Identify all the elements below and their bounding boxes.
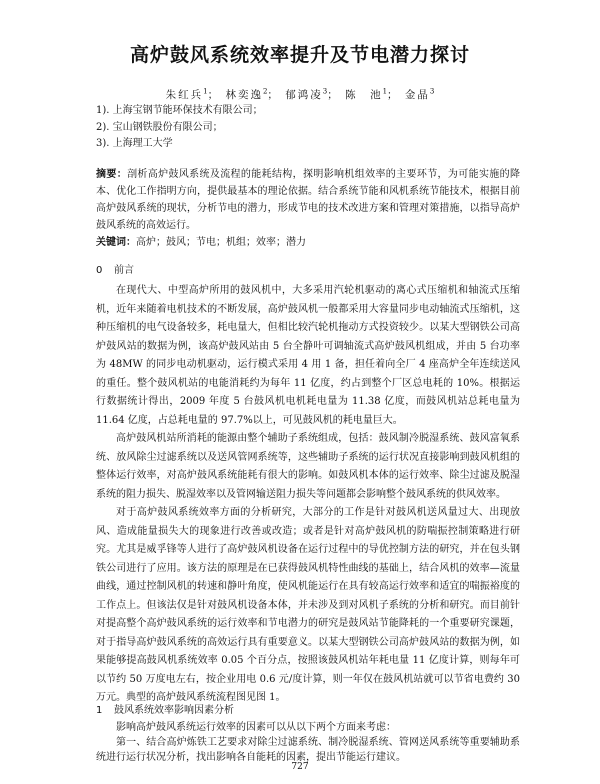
affiliation: 2). 宝山钢铁股份有限公司； [96,122,223,133]
author-name: 朱红兵 [165,89,204,101]
paragraph: 在现代大、中型高炉所用的鼓风机中，大多采用汽轮机驱动的离心式压缩机和轴流式压缩机，近年来随着电机技术的不断发展，高炉鼓风机一般都采用大容量同步电动轴流式压缩机，这种压缩机的电气设备较多，耗电量大，但相比较汽轮机拖动方式投资较少。以某大型钢铁公司高炉鼓风站的数据为例，该高炉鼓风站由 5 台全静叶可调轴流式高炉鼓风机组成，并由 5 台功率为 48MW 的同步电动机驱动，运行模式采用 4 用 1 备，担任着向全厂 4 座高炉全年连续送风的重任。整个鼓风机站的电能消耗约为每年 11 亿度，约占到整个厂区总电耗的 10%。根据运行数据统计得出，2009 年度 5 台鼓风机电机耗电量为 11.38 亿度，而鼓风机站总耗电量为 11.64 亿度，占总耗电量的 97.7%以上，可见鼓风机的耗电量巨大。 [96,285,520,426]
section-title: 鼓风系统效率影响因素分析 [114,705,234,716]
affiliation: 1). 上海宝钢节能环保技术有限公司； [96,105,263,116]
keywords-text: 高炉；鼓风；节电；机组；效率；潜力 [136,237,306,248]
section-number: 0 [96,265,103,276]
author-name: 陈 池 [345,89,383,101]
author-affil-mark: 1 [382,87,388,96]
section-title: 前言 [114,265,134,276]
paper-title: 高炉鼓风系统效率提升及节电潜力探讨 [129,44,470,66]
author-affil-mark: 3 [429,87,435,96]
section-number: 1 [96,705,103,716]
section-body [96,720,520,765]
author-name: 郁鸿凌 [285,89,323,101]
author-name: 林奕逸 [225,89,263,101]
paragraph: 影响高炉鼓风系统运行效率的因素可以从以下两个方面来考虑： [116,722,396,733]
affiliation: 3). 上海理工大学 [96,138,173,149]
author-affil-mark: 2 [262,87,268,96]
section-heading [96,704,234,718]
paragraph: 高炉鼓风机站所消耗的能源由整个辅助子系统组成，包括：鼓风制冷脱湿系统、鼓风富氧系统、放风除尘过滤系统以及送风管网系统等，这些辅助子系统的运行状况直接影响到鼓风机组的整体运行效率，对高炉鼓风系统能耗有很大的影响。如鼓风机本体的运行效率、除尘过滤及脱湿系统的阻力损失、脱湿效率以及管网输送阻力损失等问题都会影响整个鼓风系统的供风效率。 [96,433,520,500]
paragraph: 第一、结合高炉炼铁工艺要求对除尘过滤系统、制冷脱湿系统、管网送风系统等重要辅助系统进行运行状况分析，找出影响各自能耗的因素，提出节能运行建议。 [96,737,520,763]
keywords-label: 关键词： [96,237,136,248]
keywords [96,234,520,251]
abstract-label: 摘要： [96,169,128,180]
section-heading [96,264,134,278]
page-number: 727 [291,762,309,772]
author-affil-mark: 1 [203,87,208,96]
abstract [96,166,520,234]
paragraph: 对于高炉鼓风系统效率方面的分析研究，大部分的工作是针对鼓风机送风量过大、出现放风、造成能量损失大的现象进行改善或改造；或者是针对高炉鼓风机的防喘振控制策略进行研究。尤其是威孚锋等人进行了高炉鼓风机设备在运行过程中的导优控制方法的研究，并在包头钢铁公司进行了应用。该方法的原理是在已获得鼓风机特性曲线的基础上，结合风机的效率—流量曲线，通过控制风机的转速和静叶角度，使风机能运行在具有较高运行效率和适宜的喘振裕度的工作点上。但该法仅是针对鼓风机设备本体，并未涉及到对风机子系统的分析和研究。而目前针对提高整个高炉鼓风系统的运行效率和节电潜力的研究是鼓风站节能降耗的一个重要研究课题，对于指导高炉鼓风系统的高效运行具有重要意义。以某大型钢铁公司高炉鼓风站的数据为例，如果能够提高鼓风机系统效率 0.05 个百分点，按照该鼓风机站年耗电量 11 亿度计算，则每年可以节约 50 万度电左右，按企业用电 0.6 元/度计算，则一年仅在鼓风机站就可以节省电费约 30 万元。典型的高炉鼓风系统流程图见图 1。 [96,507,520,703]
section-body [96,282,520,708]
author-name: 金晶 [404,89,430,101]
author-line: 朱红兵$^1$； 林奕逸$^2$； 郁鸿凌$^3$； 陈 池$^1$； 金晶$^3$ [165,87,435,101]
abstract-text: 剖析高炉鼓风系统及流程的能耗结构，探明影响机组效率的主要环节，为可能实施的降本、优化工作指明方向，提供最基本的理论依据。结合系统节能和风机系统节能技术，根据目前高炉鼓风系统的现状，分析节电的潜力，形成节电的技术改进方案和管理对策措施，以指导高炉鼓风系统的高效运行。 [96,169,521,231]
author-affil-mark: 3 [322,87,328,96]
